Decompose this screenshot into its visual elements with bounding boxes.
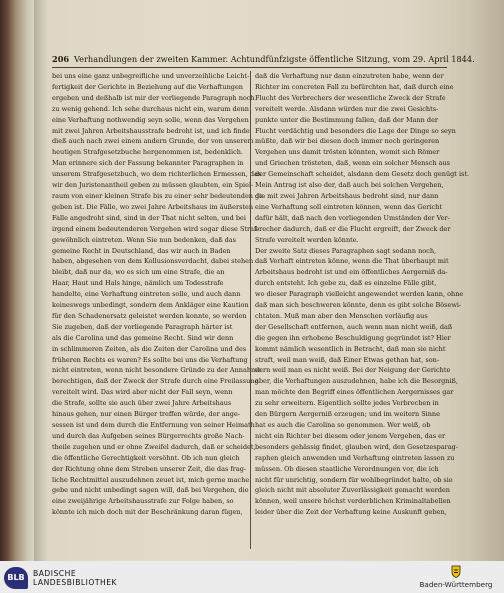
text-line: unserem Strafgesetzbuch, wo dem richterlichen Ermessen, das <box>52 170 262 179</box>
text-line: dern weil man es nicht weiß. Bei der Neigung der Gerichte <box>255 366 451 375</box>
text-line: sessen ist und dem durch die Entfernung von seiner Heimath <box>52 421 255 429</box>
text-line: daß die Verhaftung nur dann einzutreten habe, wenn der <box>255 72 444 80</box>
text-line: liche Rechtmittel auszudehnen zeuet ist, mich gerne mache <box>52 475 250 484</box>
text-line: straft, weil man weiß, daß Einer Etwas gethan hat, son- <box>255 355 440 364</box>
text-line: Der zweite Satz dieses Paragraphen sagt sodann noch, <box>255 246 437 255</box>
text-line: bleibt, daß nur da, wo es sich um eine Strafe, die an <box>52 268 225 277</box>
text-line: Richter im concreten Fall zu befürchten hat, daß durch eine <box>255 82 454 91</box>
text-line: Mein Antrag ist also der, daß auch bei solchen Vergehen, <box>255 181 444 190</box>
text-line: irgend einem bedeutenderen Vergehen wird sogar diese Straf- <box>52 224 259 233</box>
text-line: raum von einer kleinen Strafe bis zu einer sehr bedeutenden ge- <box>52 191 266 200</box>
text-line: die Strafe, sollte sie auch über zwei Jahre Arbeitshaus <box>52 399 232 408</box>
text-line: hinaus gehen, nur einen Bürger treffen würde, der ange- <box>52 410 241 419</box>
text-line: chtaten. Muß man aber den Menschen vorläufig aus <box>255 311 428 320</box>
library-name <box>33 569 117 587</box>
text-line: Vergehen uns damit trösten könnten, womit sich Römer <box>255 148 440 157</box>
running-head <box>52 54 475 66</box>
text-line: kommt nämlich wesentlich in Betracht, daß man sie nicht <box>255 344 446 353</box>
text-line: mit zwei Jahren Arbeitshausstrafe bedroht ist, und ich finde <box>52 126 250 135</box>
text-line: Flucht des Verbrechers der wesentliche Zweck der Strafe <box>255 93 446 102</box>
column-divider <box>250 71 251 549</box>
text-line: gewöhnlich eintreten. Wenn Sie nun bedenken, daß das <box>52 235 236 244</box>
text-line: daß man sich beschweren könnte, denn es gibt solche Bösewi- <box>255 301 462 310</box>
page <box>40 0 498 561</box>
text-line: fertigkeit der Gerichte in Beziehung auf die Verhaftungen <box>52 82 243 91</box>
text-line: Sie zugeben, daß der vorliegende Paragraph härter ist <box>52 322 233 331</box>
text-line: bei uns eine ganz unbegreifliche und unverzeihliche Leicht- <box>52 72 250 80</box>
text-line: vereitelt werde. Alsdann würden nur die zwei Gesichts- <box>255 104 439 113</box>
text-line: eine Verhaftung nothwendig seyn solle, wenn das Vergehen <box>52 115 249 124</box>
text-line: nicht ein Richter bei diesem oder jenem Vergehen, das er <box>255 431 446 440</box>
text-line: Arbeitshaus bedroht ist und ein öffentliches Aergerniß da- <box>255 268 448 277</box>
text-line: Man erinnere sich der Fassung bekannter Paragraphen in <box>52 159 244 168</box>
page-number: 206 <box>52 54 70 64</box>
text-line: Strafe vereitelt werden könnte. <box>255 235 359 244</box>
text-line: gebe und nicht unbedingt sagen will, daß bei Vergehen, die <box>52 486 249 495</box>
library-name-line2: LANDESBIBLIOTHEK <box>33 578 117 587</box>
left-column <box>52 71 266 551</box>
text-line: besonders gehässig findet, glauben wird, den Gesetzesparag- <box>255 442 458 451</box>
text-line: keineswegs unbedingt, sondern dem Ankläger eine Kaution <box>52 301 249 310</box>
text-line: eine zweijährige Arbeitshausstrafe zur Folge haben, so <box>52 497 234 506</box>
text-line: Falle angedroht sind, sind in der That nicht selten, und bei <box>52 213 246 222</box>
text-line: der Richtung ohne dem Streben unserer Zeit, die das frag- <box>52 464 247 473</box>
text-line: der Gemeinschaft scheidet, alsdann dem Gesetz doch genügt ist. <box>255 170 470 179</box>
text-line: für den Schadenersatz geleistet werden konnte, so werden <box>52 311 247 320</box>
text-line: wo dieser Paragraph vielleicht angewendet werden kann, ohne <box>255 290 464 299</box>
text-line: brecher dadurch, daß er die Flucht ergreift, der Zweck der <box>255 224 451 233</box>
text-line: man möchte den Begriff eines öffentlichen Aergernisses gar <box>255 388 454 397</box>
text-line: vereitelt wird. Das wird aber nicht der Fall seyn, wenn <box>52 388 233 397</box>
text-line: die öffentliche Gerechtigkeit versöhnt. Ob ich nun gleich <box>52 453 240 462</box>
text-line: haben, abgesehen von dem Kollusionsverdacht, dabei stehen <box>52 257 254 266</box>
text-line: durch entsteht. Ich gebe zu, daß es einzelne Fälle gibt, <box>255 279 437 288</box>
text-line: zu sehr erweitern. Eigentlich sollte jedes Verbrechen in <box>255 399 439 408</box>
text-line: könnte ich mich doch mit der Beschränkung daran fügen, <box>52 508 243 517</box>
text-line: nicht eintreten, wenn nicht besondere Gründe zu der Annahme <box>52 366 262 375</box>
text-line: wir den Juristenantheil geben zu müssen glaubten, ein Spiel- <box>52 181 254 190</box>
text-line: können, weil unsere höchst verderblichen Kriminaltabellen <box>255 497 451 506</box>
text-line: zu wenig gehend. Ich sehe durchaus nicht ein, warum denn <box>52 104 249 113</box>
text-line: als die Carolina und das gemeine Recht. Sind wir denn <box>52 333 234 342</box>
text-line: leider über die Zeit der Verhaftung keine Auskunft geben, <box>255 508 447 517</box>
text-line: dafür hält, daß nach den vorliegenden Umständen der Ver- <box>255 213 450 222</box>
text-line: gemeine Recht in Deutschland, das wir auch in Baden <box>52 246 231 255</box>
text-line: müßte, daß wir bei diesen doch immer noch geringeren <box>255 137 440 146</box>
blb-logo-badge: BLB <box>4 567 28 589</box>
text-line: geben ist. Die Fälle, wo zwei Jahre Arbeitshaus im äußersten <box>52 202 254 211</box>
text-line: gleich nicht mit absoluter Zuverlässigkeit gemacht werden <box>255 486 450 495</box>
text-line: den Bürgern Aergerniß erzeugen; und im weitern Sinne <box>255 410 440 419</box>
text-line: Haar, Haut und Hals hinge, nämlich um Todesstrafe <box>52 279 224 288</box>
coat-of-arms-icon <box>451 565 461 578</box>
text-line: heutigen Strafgesetzbuche hergenommen ist, bedenklich. <box>52 148 243 157</box>
text-line: raphen gleich anwenden und Verhaftung eintreten lassen zu <box>255 453 455 462</box>
text-line: nicht für unrichtig, sondern für wohlbegründet halte, ob sie <box>255 475 453 484</box>
text-line: Flucht verdächtig und besonders die Lage der Dinge so seyn <box>255 126 456 135</box>
text-line: die gegen ihn erhobene Beschuldigung gegründet ist? Hier <box>255 333 451 342</box>
state-logo-text: Baden-Württemberg <box>419 580 493 589</box>
text-line: hat es auch die Carolina so genommen. Wer weiß, ob <box>255 421 431 429</box>
text-line: eine Verhaftung soll eintreten können, wenn das Gericht <box>255 202 442 211</box>
text-line: berechtigen, daß der Zweck der Strafe durch eine Freilassung <box>52 377 259 386</box>
right-column <box>255 71 470 551</box>
header-rule <box>52 67 447 68</box>
running-title: Verhandlungen der zweiten Kammer. Achtundfünfzigste öffentliche Sitzung, vom 29. April 1844. <box>74 54 475 64</box>
text-line: früheren Rechts es waren? Es sollte bei uns die Verhaftung <box>52 355 248 364</box>
text-line: müssen. Ob diesen staatliche Verordnungen vor, die ich <box>255 464 439 473</box>
text-line: ergeben und deßhalb ist mir der vorliegende Paragraph noch <box>52 93 255 102</box>
text-line: und durch das Aufgeben seines Bürgerrechts große Nach- <box>52 431 245 440</box>
text-line: der Gesellschaft entfernen, auch wenn man nicht weiß, daß <box>255 322 453 331</box>
footer-bar <box>0 561 504 593</box>
text-line: in schlimmeren Zeiten, als die Zeiten der Carolina und des <box>52 344 247 353</box>
text-line: dieß auch nach zwei einem andern Grunde, der von unserem <box>52 137 254 146</box>
text-line: aber, die Verhaftungen auszudehnen, habe ich die Besorgniß, <box>255 377 458 386</box>
text-line: handelte, eine Verhaftung eintreten solle, und auch dann <box>52 290 241 299</box>
text-line: daß Verhaft eintreten könne, wenn die That überhaupt mit <box>255 257 449 266</box>
text-line: punkte unter die Bestimmung fallen, daß der Mann der <box>255 115 439 124</box>
baden-wuerttemberg-logo <box>418 565 494 591</box>
text-line: und Griechen trösteten, daß, wenn ein solcher Mensch aus <box>255 159 450 168</box>
text-line: die mit zwei Jahren Arbeitshaus bedroht sind, nur dann <box>255 191 439 200</box>
text-line: theile zugehen und er ohne Zweifel dadurch, daß er scheidet, <box>52 442 256 451</box>
library-name-line1: BADISCHE <box>33 569 77 578</box>
